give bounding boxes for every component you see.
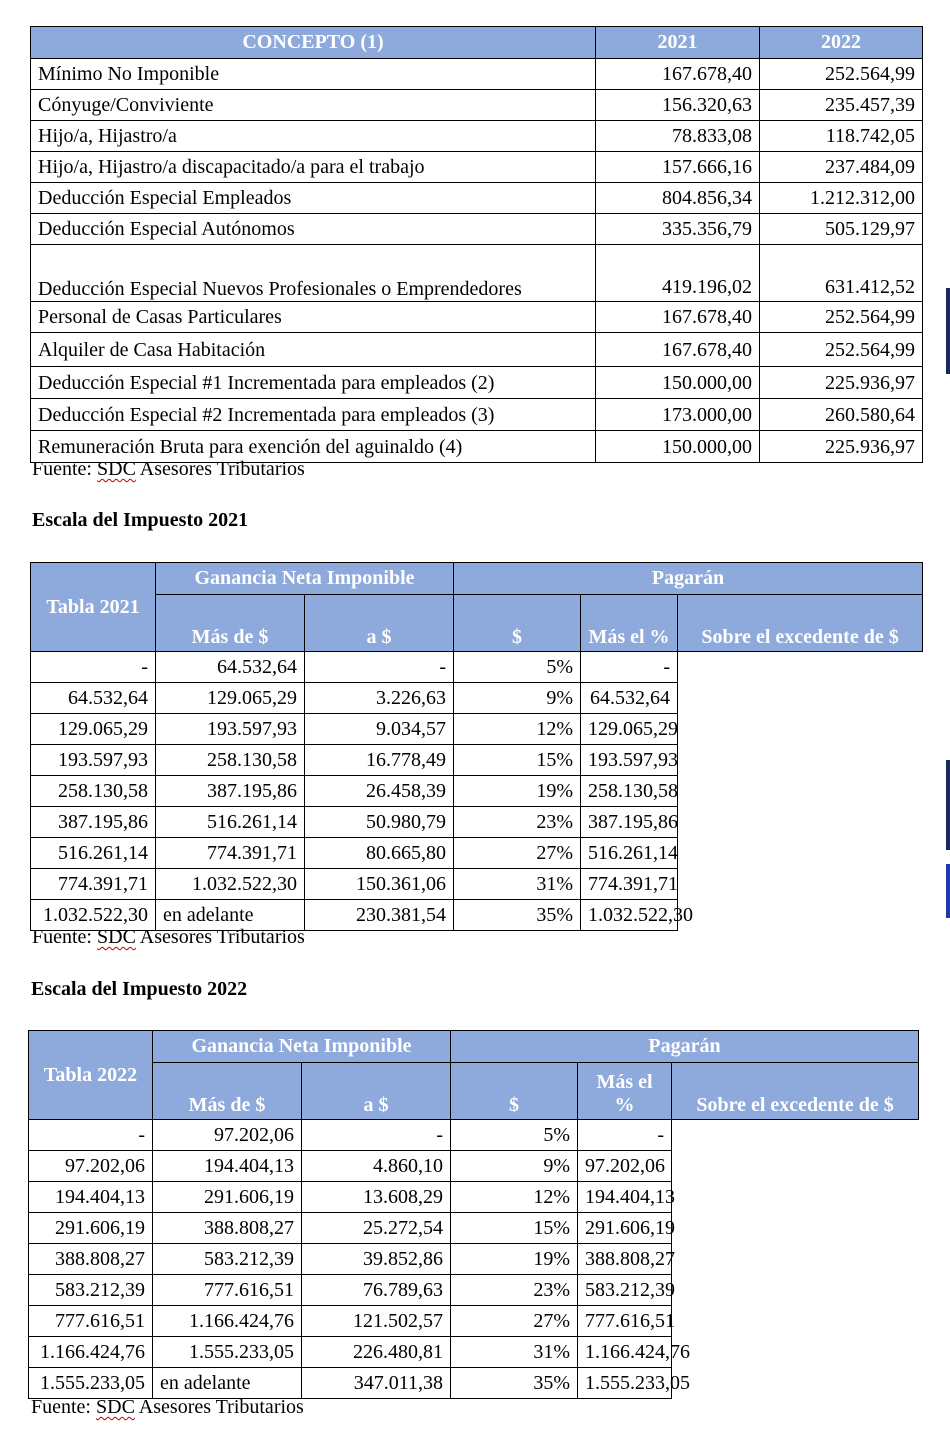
table-row [31, 714, 923, 745]
excedente-cell: 516.261,14 [581, 838, 678, 869]
value-2022: 252.564,99 [760, 333, 923, 367]
a-cell: 97.202,06 [153, 1120, 302, 1151]
a-cell: en adelante [153, 1368, 302, 1399]
table-row [29, 1151, 919, 1182]
pesos-cell: 4.860,10 [302, 1151, 451, 1182]
pesos-cell: 39.852,86 [302, 1244, 451, 1275]
value-2022: 118.742,05 [760, 121, 923, 152]
value-2022: 631.412,52 [760, 245, 923, 302]
value-2022: 225.936,97 [760, 367, 923, 399]
mas-de-cell: 194.404,13 [29, 1182, 153, 1213]
mas-el-cell: 27% [454, 838, 581, 869]
pesos-cell: 3.226,63 [305, 683, 454, 714]
a-cell: 777.616,51 [153, 1275, 302, 1306]
pesos-cell: 226.480,81 [302, 1337, 451, 1368]
section-title: Escala del Impuesto 2022 [31, 978, 248, 1000]
table-row [29, 1120, 919, 1151]
mas-el-cell: 35% [454, 900, 581, 931]
mas-el-cell: 23% [454, 807, 581, 838]
a-cell: 583.212,39 [153, 1244, 302, 1275]
mas-el-cell: 31% [454, 869, 581, 900]
concept-header: CONCEPTO (1) [31, 27, 596, 59]
mas-de-cell: 1.166.424,76 [29, 1337, 153, 1368]
pesos-cell: - [302, 1120, 451, 1151]
source-link: SDC [97, 926, 136, 948]
mas-de-cell: - [31, 652, 156, 683]
source-prefix: Fuente: [32, 926, 97, 948]
source-prefix: Fuente: [31, 1396, 96, 1418]
mas-de-cell: 388.808,27 [29, 1244, 153, 1275]
pesos-cell: 80.665,80 [305, 838, 454, 869]
concept-label: Deducción Especial #2 Incrementada para empleados (3) [31, 399, 596, 431]
mas-de-cell: 583.212,39 [29, 1275, 153, 1306]
a-cell: 1.032.522,30 [156, 869, 305, 900]
mas-el-header: Más el % [581, 595, 678, 652]
mas-el-cell: 35% [451, 1368, 578, 1399]
concept-label: Deducción Especial Nuevos Profesionales o Emprendedores [31, 245, 596, 302]
a-cell: 516.261,14 [156, 807, 305, 838]
source-suffix: Asesores Tributarios [135, 458, 305, 480]
concept-label: Deducción Especial Empleados [31, 183, 596, 214]
pesos-cell: 76.789,63 [302, 1275, 451, 1306]
a-cell: 64.532,64 [156, 652, 305, 683]
mas-el-cell: 9% [451, 1151, 578, 1182]
concept-label: Deducción Especial Autónomos [31, 214, 596, 245]
table-row [31, 245, 923, 302]
source-suffix: Asesores Tributarios [135, 926, 305, 948]
a-cell: 1.555.233,05 [153, 1337, 302, 1368]
a-cell: 291.606,19 [153, 1182, 302, 1213]
table-row [31, 807, 923, 838]
concept-label: Alquiler de Casa Habitación [31, 333, 596, 367]
a-cell: 129.065,29 [156, 683, 305, 714]
value-2022: 235.457,39 [760, 90, 923, 121]
mas-el-cell: 5% [451, 1120, 578, 1151]
mas-de-cell: 97.202,06 [29, 1151, 153, 1182]
tax-scale-table-2021 [30, 562, 923, 931]
a-cell: 194.404,13 [153, 1151, 302, 1182]
source-link: SDC [97, 458, 136, 480]
excedente-cell: 97.202,06 [578, 1151, 672, 1182]
table-row [29, 1275, 919, 1306]
pesos-cell: 13.608,29 [302, 1182, 451, 1213]
edge-mark [946, 288, 950, 374]
mas-el-cell: 31% [451, 1337, 578, 1368]
concept-label: Cónyuge/Conviviente [31, 90, 596, 121]
mas-de-cell: 1.032.522,30 [31, 900, 156, 931]
concept-label: Hijo/a, Hijastro/a discapacitado/a para el trabajo [31, 152, 596, 183]
table-row [31, 333, 923, 367]
mas-el-cell: 12% [451, 1182, 578, 1213]
mas-de-cell: 193.597,93 [31, 745, 156, 776]
value-2021: 167.678,40 [596, 302, 760, 333]
group-header-row [29, 1031, 919, 1063]
excedente-cell: - [578, 1120, 672, 1151]
concept-label: Hijo/a, Hijastro/a [31, 121, 596, 152]
value-2021: 804.856,34 [596, 183, 760, 214]
excedente-cell: 387.195,86 [581, 807, 678, 838]
mas-el-cell: 15% [454, 745, 581, 776]
table-row [31, 869, 923, 900]
pesos-cell: 230.381,54 [305, 900, 454, 931]
a-cell: 193.597,93 [156, 714, 305, 745]
source-prefix: Fuente: [32, 458, 97, 480]
mas-el-cell: 23% [451, 1275, 578, 1306]
year-2022-header: 2022 [760, 27, 923, 59]
a-cell: 387.195,86 [156, 776, 305, 807]
pagaran-header: Pagarán [454, 563, 923, 595]
mas-de-cell: - [29, 1120, 153, 1151]
value-2021: 78.833,08 [596, 121, 760, 152]
mas-el-cell: 5% [454, 652, 581, 683]
ganancia-header: Ganancia Neta Imponible [153, 1031, 451, 1063]
concept-label: Deducción Especial #1 Incrementada para empleados (2) [31, 367, 596, 399]
table-row [31, 838, 923, 869]
edge-mark [946, 760, 950, 850]
value-2021: 335.356,79 [596, 214, 760, 245]
source-caption [31, 1396, 304, 1419]
table-row [31, 121, 923, 152]
pesos-header: $ [454, 595, 581, 652]
table-row [31, 776, 923, 807]
mas-de-cell: 516.261,14 [31, 838, 156, 869]
a-header: a $ [302, 1063, 451, 1120]
pesos-cell: 150.361,06 [305, 869, 454, 900]
pesos-cell: 25.272,54 [302, 1213, 451, 1244]
tax-scale-table-2022 [28, 1030, 919, 1399]
mas-el-cell: 19% [454, 776, 581, 807]
year-2021-header: 2021 [596, 27, 760, 59]
excedente-cell: 291.606,19 [578, 1213, 672, 1244]
source-link: SDC [96, 1396, 135, 1418]
value-2021: 150.000,00 [596, 431, 760, 463]
table-row [29, 1244, 919, 1275]
table-row [31, 90, 923, 121]
a-cell: 258.130,58 [156, 745, 305, 776]
pagaran-header: Pagarán [451, 1031, 919, 1063]
excedente-cell: 777.616,51 [578, 1306, 672, 1337]
mas-el-header: Más el % [578, 1063, 672, 1120]
excedente-header: Sobre el excedente de $ [678, 595, 923, 652]
mas-de-cell: 129.065,29 [31, 714, 156, 745]
concept-label: Remuneración Bruta para exención del aguinaldo (4) [31, 431, 596, 463]
table-row [31, 183, 923, 214]
value-2021: 157.666,16 [596, 152, 760, 183]
group-header-row [31, 563, 923, 595]
excedente-cell: 1.166.424,76 [578, 1337, 672, 1368]
mas-de-cell: 291.606,19 [29, 1213, 153, 1244]
mas-de-header: Más de $ [153, 1063, 302, 1120]
value-2021: 419.196,02 [596, 245, 760, 302]
pesos-cell: 26.458,39 [305, 776, 454, 807]
excedente-cell: 64.532,64 [581, 683, 678, 714]
excedente-cell: 583.212,39 [578, 1275, 672, 1306]
value-2021: 150.000,00 [596, 367, 760, 399]
value-2022: 237.484,09 [760, 152, 923, 183]
table-row [31, 399, 923, 431]
mas-de-cell: 64.532,64 [31, 683, 156, 714]
mas-de-cell: 387.195,86 [31, 807, 156, 838]
a-cell: 1.166.424,76 [153, 1306, 302, 1337]
concepts-table [30, 26, 923, 463]
mas-el-cell: 9% [454, 683, 581, 714]
excedente-cell: 1.555.233,05 [578, 1368, 672, 1399]
pesos-cell: 16.778,49 [305, 745, 454, 776]
excedente-cell: 1.032.522,30 [581, 900, 678, 931]
excedente-cell: - [581, 652, 678, 683]
pesos-cell: 347.011,38 [302, 1368, 451, 1399]
mas-de-cell: 777.616,51 [29, 1306, 153, 1337]
value-2021: 167.678,40 [596, 333, 760, 367]
pesos-cell: - [305, 652, 454, 683]
table-row [29, 1306, 919, 1337]
excedente-cell: 388.808,27 [578, 1244, 672, 1275]
table-row [31, 214, 923, 245]
value-2022: 225.936,97 [760, 431, 923, 463]
a-cell: en adelante [156, 900, 305, 931]
a-header: a $ [305, 595, 454, 652]
source-caption [32, 926, 305, 949]
value-2022: 505.129,97 [760, 214, 923, 245]
value-2021: 167.678,40 [596, 59, 760, 90]
excedente-cell: 258.130,58 [581, 776, 678, 807]
pesos-header: $ [451, 1063, 578, 1120]
table-label: Tabla 2022 [29, 1031, 153, 1120]
table-row [29, 1182, 919, 1213]
excedente-cell: 193.597,93 [581, 745, 678, 776]
concept-label: Personal de Casas Particulares [31, 302, 596, 333]
table-row [31, 652, 923, 683]
column-header-row [31, 595, 923, 652]
mas-el-cell: 19% [451, 1244, 578, 1275]
concepts-header-row [31, 27, 923, 59]
value-2021: 156.320,63 [596, 90, 760, 121]
pesos-cell: 50.980,79 [305, 807, 454, 838]
section-title: Escala del Impuesto 2021 [32, 509, 249, 531]
table-label: Tabla 2021 [31, 563, 156, 652]
mas-de-cell: 258.130,58 [31, 776, 156, 807]
table-row [29, 1337, 919, 1368]
excedente-header: Sobre el excedente de $ [672, 1063, 919, 1120]
column-header-row [29, 1063, 919, 1120]
table-row [31, 302, 923, 333]
excedente-cell: 129.065,29 [581, 714, 678, 745]
value-2021: 173.000,00 [596, 399, 760, 431]
a-cell: 388.808,27 [153, 1213, 302, 1244]
ganancia-header: Ganancia Neta Imponible [156, 563, 454, 595]
mas-de-header: Más de $ [156, 595, 305, 652]
source-caption [32, 458, 305, 481]
value-2022: 1.212.312,00 [760, 183, 923, 214]
value-2022: 260.580,64 [760, 399, 923, 431]
mas-de-cell: 1.555.233,05 [29, 1368, 153, 1399]
pesos-cell: 121.502,57 [302, 1306, 451, 1337]
mas-el-cell: 27% [451, 1306, 578, 1337]
pesos-cell: 9.034,57 [305, 714, 454, 745]
table-row [31, 683, 923, 714]
value-2022: 252.564,99 [760, 302, 923, 333]
table-row [29, 1213, 919, 1244]
mas-el-cell: 12% [454, 714, 581, 745]
concept-label: Mínimo No Imponible [31, 59, 596, 90]
a-cell: 774.391,71 [156, 838, 305, 869]
excedente-cell: 774.391,71 [581, 869, 678, 900]
table-row [31, 59, 923, 90]
edge-mark [946, 864, 950, 918]
table-row [31, 367, 923, 399]
table-row [29, 1368, 919, 1399]
value-2022: 252.564,99 [760, 59, 923, 90]
mas-de-cell: 774.391,71 [31, 869, 156, 900]
table-row [31, 152, 923, 183]
source-suffix: Asesores Tributarios [134, 1396, 304, 1418]
table-row [31, 745, 923, 776]
excedente-cell: 194.404,13 [578, 1182, 672, 1213]
mas-el-cell: 15% [451, 1213, 578, 1244]
